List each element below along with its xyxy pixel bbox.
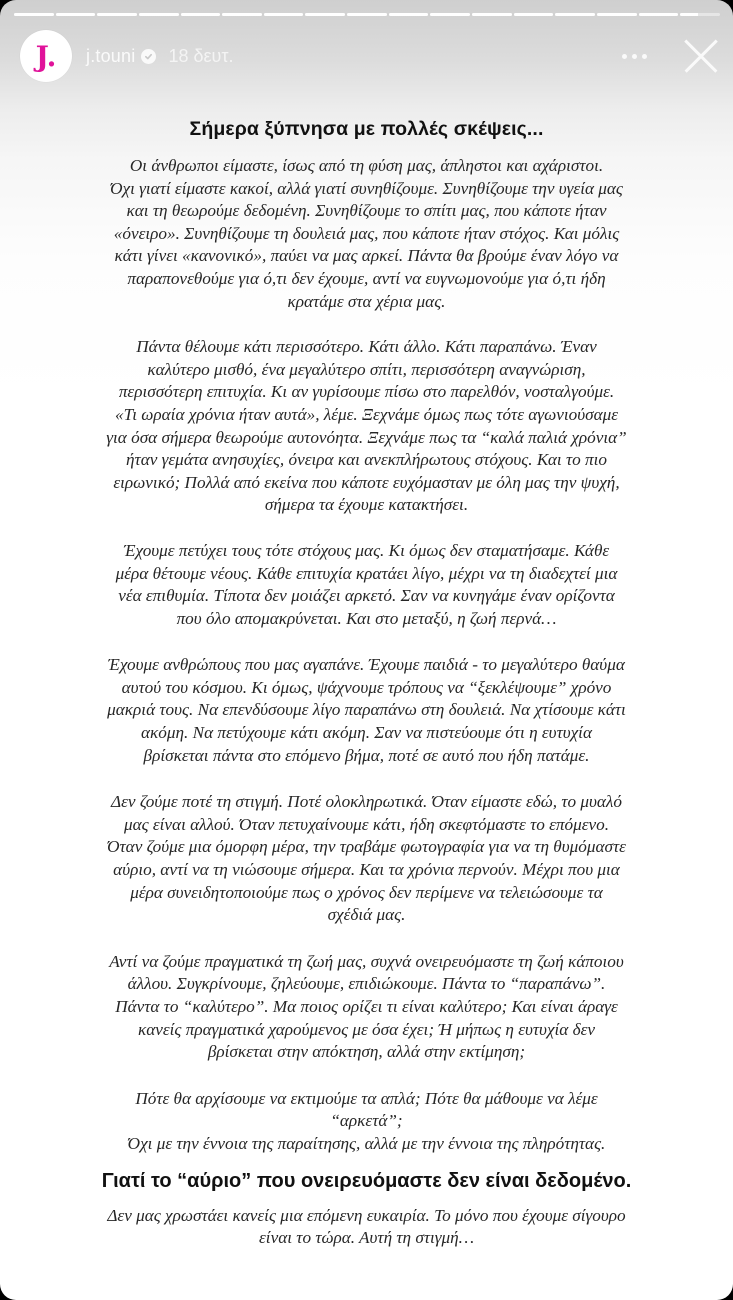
progress-fill bbox=[597, 13, 637, 16]
close-icon[interactable] bbox=[683, 38, 719, 74]
text-line: αυτού του κόσμου. Κι όμως, ψάχνουμε τρόπους να “ξεκλέψουμε” χρόνο bbox=[121, 677, 612, 697]
story-header bbox=[20, 30, 719, 82]
text-line: μακριά τους. Να επενδύσουμε λίγο παραπάνω στη δουλειά. Να χτίσουμε κάτι bbox=[107, 700, 626, 720]
progress-segment bbox=[14, 13, 54, 16]
progress-segment bbox=[639, 13, 679, 16]
paragraph-3 bbox=[57, 540, 677, 630]
progress-fill bbox=[56, 13, 96, 16]
progress-segment bbox=[97, 13, 137, 16]
text-line: παραπονεθούμε για ό,τι δεν έχουμε, αντί να ευγνωμονούμε για ό,τι ήδη bbox=[127, 268, 606, 288]
text-line: ειρωνικό; Πολλά από εκείνα που κάποτε ευχόμασταν με όλη μας την ψυχή, bbox=[113, 472, 620, 492]
text-line: μας είναι αλλού. Όταν πετυχαίνουμε κάτι, ήδη σκεφτόμαστε το επόμενο. bbox=[123, 814, 610, 834]
paragraph-4 bbox=[57, 654, 677, 767]
progress-fill bbox=[181, 13, 221, 16]
text-line: μέρα θέτουμε νέους. Κάθε επιτυχία κρατάει λίγο, μέχρι να τη διαδεχτεί μια bbox=[115, 563, 618, 583]
progress-segment bbox=[389, 13, 429, 16]
text-line: είναι το τώρα. Αυτή τη στιγμή… bbox=[259, 1228, 474, 1248]
text-line: ακόμη. Να πετύχουμε κάτι ακόμη. Σαν να πιστεύουμε ότι η ευτυχία bbox=[141, 723, 592, 743]
progress-segment bbox=[430, 13, 470, 16]
post-subtitle: Γιατί το “αύριο” που ονειρευόμαστε δεν είναι δεδομένο. bbox=[101, 1169, 632, 1192]
text-line: νέα επιθυμία. Τίποτα δεν μοιάζει αρκετό. Σαν να κυνηγάμε έναν ορίζοντα bbox=[118, 586, 615, 606]
avatar-letter: J. bbox=[35, 39, 57, 73]
progress-fill bbox=[514, 13, 554, 16]
post-title: Σήμερα ξύπνησα με πολλές σκέψεις... bbox=[189, 118, 544, 140]
text-line: για όσα σήμερα θεωρούμε αυτονόητα. Ξεχνάμε πως τα “καλά παλιά χρόνια” bbox=[106, 427, 627, 447]
ellipsis-icon-dot bbox=[632, 54, 637, 59]
text-line: που όλο απομακρύνεται. Και στο μεταξύ, η ζωή περνά… bbox=[176, 608, 557, 628]
ellipsis-icon-dot bbox=[642, 54, 647, 59]
text-line: Πάντα θέλουμε κάτι περισσότερο. Κάτι άλλο. Κάτι παραπάνω. Έναν bbox=[136, 337, 597, 357]
progress-segment bbox=[305, 13, 345, 16]
progress-fill bbox=[222, 13, 262, 16]
paragraph-5 bbox=[57, 791, 677, 927]
text-line: μέρα συνειδητοποιούμε πως ο χρόνος δεν περίμενε να τελειώσουμε τα bbox=[130, 882, 603, 902]
text-line: αύριο, αντί να τη νιώσουμε σήμερα. Και τα χρόνια περνούν. Μέχρι που μια bbox=[113, 860, 620, 880]
progress-segment bbox=[555, 13, 595, 16]
paragraph-1 bbox=[57, 155, 677, 313]
text-line: «όνειρο». Συνηθίζουμε τη δουλειά μας, που κάποτε ήταν στόχος. Και μόλις bbox=[113, 223, 620, 243]
progress-segment bbox=[680, 13, 720, 16]
progress-fill bbox=[639, 13, 679, 16]
progress-segment bbox=[139, 13, 179, 16]
text-line: και τη θεωρούμε δεδομένη. Συνηθίζουμε το σπίτι μας, που κάποτε ήταν bbox=[126, 201, 607, 221]
progress-segment bbox=[222, 13, 262, 16]
text-line: περισσότερη επιτυχία. Κι αν γυρίσουμε πίσω στο παρελθόν, νοσταλγούμε. bbox=[118, 382, 615, 402]
text-line: Οι άνθρωποι είμαστε, ίσως από τη φύση μας, άπληστοι και αχάριστοι. bbox=[129, 156, 604, 175]
progress-fill bbox=[472, 13, 512, 16]
closing-paragraph bbox=[57, 1205, 677, 1250]
text-line: βρίσκεται στην απόκτηση, αλλά στην εκτίμηση; bbox=[207, 1042, 526, 1062]
text-line: Έχουμε πετύχει τους τότε στόχους μας. Κι όμως δεν σταματήσαμε. Κάθε bbox=[123, 540, 610, 560]
progress-segment bbox=[597, 13, 637, 16]
progress-fill bbox=[305, 13, 345, 16]
text-line: βρίσκεται πάντα στο επόμενο βήμα, ποτέ σε αυτό που ήδη πατάμε. bbox=[143, 745, 590, 765]
progress-fill bbox=[97, 13, 137, 16]
text-line: άλλου. Συγκρίνουμε, ζηλεύουμε, επιδιώκουμε. Πάντα το “παραπάνω”. bbox=[127, 974, 606, 994]
more-options-button[interactable] bbox=[622, 54, 647, 59]
paragraph-7 bbox=[57, 1088, 677, 1156]
user-info bbox=[86, 46, 233, 67]
avatar[interactable] bbox=[20, 30, 72, 82]
paragraph-2 bbox=[57, 336, 677, 517]
progress-fill bbox=[14, 13, 54, 16]
verified-badge-icon bbox=[141, 49, 156, 64]
text-line: σχέδιά μας. bbox=[327, 905, 406, 925]
text-line: Όχι γιατί είμαστε κακοί, αλλά γιατί συνηθίζουμε. Συνηθίζουμε την υγεία μας bbox=[110, 178, 623, 198]
progress-fill bbox=[264, 13, 304, 16]
text-line: καλύτερο μισθό, ένα μεγαλύτερο σπίτι, περισσότερη αναγνώριση, bbox=[147, 359, 586, 379]
story-content bbox=[0, 118, 733, 1250]
story-progress-bar bbox=[14, 13, 720, 16]
text-line: «Τι ωραία χρόνια ήταν αυτά», λέμε. Ξεχνάμε όμως πως τότε αγωνιούσαμε bbox=[114, 404, 618, 424]
text-line: Δεν ζούμε ποτέ τη στιγμή. Ποτέ ολοκληρωτικά. Όταν είμαστε εδώ, το μυαλό bbox=[111, 792, 622, 812]
ellipsis-icon bbox=[622, 54, 627, 59]
progress-fill bbox=[389, 13, 429, 16]
progress-segment bbox=[472, 13, 512, 16]
text-line: Όταν ζούμε μια όμορφη μέρα, την τραβάμε φωτογραφία για να τη θυμόμαστε bbox=[107, 837, 626, 857]
paragraph-6 bbox=[57, 951, 677, 1064]
text-line: Δεν μας χρωστάει κανείς μια επόμενη ευκαιρία. Το μόνο που έχουμε σίγουρο bbox=[107, 1205, 626, 1225]
text-line: κάτι γίνει «κανονικό», παύει να μας αρκεί. Πάντα θα βρούμε έναν λόγο να bbox=[114, 246, 619, 266]
progress-segment bbox=[514, 13, 554, 16]
text-line: Πάντα το “καλύτερο”. Μα ποιος ορίζει τι είναι καλύτερο; Και είναι άραγε bbox=[115, 997, 618, 1016]
progress-segment bbox=[264, 13, 304, 16]
text-line: κανείς πραγματικά χαρούμενος με όσα έχει; Ή μήπως η ευτυχία δεν bbox=[137, 1019, 595, 1039]
progress-segment bbox=[181, 13, 221, 16]
progress-fill bbox=[347, 13, 387, 16]
text-line: κρατάμε στα χέρια μας. bbox=[287, 291, 446, 311]
progress-fill bbox=[555, 13, 595, 16]
progress-fill bbox=[680, 13, 698, 16]
progress-fill bbox=[139, 13, 179, 16]
progress-segment bbox=[347, 13, 387, 16]
text-line: Έχουμε ανθρώπους που μας αγαπάνε. Έχουμε παιδιά - το μεγαλύτερο θαύμα bbox=[108, 655, 625, 675]
text-line: Όχι με την έννοια της παραίτησης, αλλά με την έννοια της πληρότητας. bbox=[127, 1133, 606, 1153]
text-line: “αρκετά”; bbox=[330, 1111, 403, 1131]
progress-fill bbox=[430, 13, 470, 16]
timestamp: 18 δευτ. bbox=[168, 45, 234, 66]
progress-segment bbox=[56, 13, 96, 16]
text-line: σήμερα τα έχουμε κατακτήσει. bbox=[264, 495, 469, 515]
text-line: ήταν γεμάτα ανησυχίες, όνειρα και ανεκπλήρωτους στόχους. Και το πιο bbox=[126, 450, 607, 470]
username-link[interactable]: j.touni bbox=[86, 45, 136, 66]
text-line: Αντί να ζούμε πραγματικά τη ζωή μας, συχνά ονειρευόμαστε τη ζωή κάποιου bbox=[109, 951, 624, 971]
text-line: Πότε θα αρχίσουμε να εκτιμούμε τα απλά; Πότε θα μάθουμε να λέμε bbox=[135, 1088, 598, 1108]
